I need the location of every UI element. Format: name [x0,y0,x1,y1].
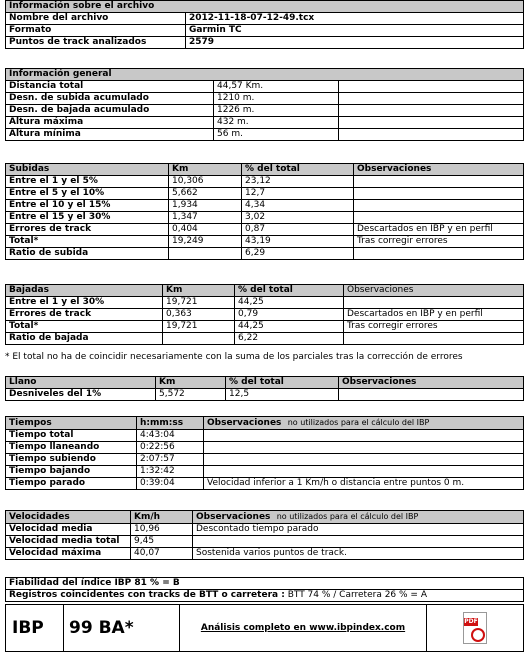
table-row: Altura mínima 56 m. [6,129,524,141]
table-row: Desn. de subida acumulado 1210 m. [6,93,524,105]
speeds-table: Velocidades Km/h Observaciones no utilizados para el cálculo del IBP Velocidad media 10,96 Descontado tiempo parado Velocidad media total 9,45 Velocidad máxima 40,07 Sostenida varios puntos de track. [5,510,524,560]
table-row: Velocidad media 10,96 Descontado tiempo parado [6,524,524,536]
table-row: Tiempo subiendo 2:07:57 [6,454,524,466]
flat-table: Llano Km % del total Observaciones Desniveles del 1% 5,572 12,5 [5,376,524,401]
times-table: Tiempos h:mm:ss Observaciones no utilizados para el cálculo del IBP Tiempo total 4:43:04 Tiempo llaneando 0:22:56 Tiempo subiendo 2:07:57 Tiempo bajando 1:32:42 Tiempo parado 0:39:04 Velocidad inferior a 1 Km/h o distancia entre puntos 0 m. [5,416,524,490]
table-row: Tiempo parado 0:39:04 Velocidad inferior a 1 Km/h o distancia entre puntos 0 m. [6,478,524,490]
reliability-table: Fiabilidad del índice IBP 81 % = B Registros coincidentes con tracks de BTT o carretera : BTT 74 % / Carretera 26 % = A [5,577,524,602]
table-row: Ratio de bajada 6,22 [6,333,524,345]
ibp-label: IBP [6,605,64,652]
ibp-value: 99 BA* [64,605,180,652]
table-row: Desniveles del 1% 5,572 12,5 [6,389,524,401]
reliability-index: Fiabilidad del índice IBP 81 % = B [6,578,524,590]
table-row: Errores de track 0,404 0,87 Descartados en IBP y en perfil [6,224,524,236]
table-row: Altura máxima 432 m. [6,117,524,129]
table-row: Nombre del archivo 2012-11-18-07-12-49.tcx [6,13,524,25]
table-row: Total* 19,721 44,25 Tras corregir errores [6,321,524,333]
table-row: Entre el 5 y el 10% 5,662 12,7 [6,188,524,200]
table-row: Distancia total 44,57 Km. [6,81,524,93]
table-row: Entre el 10 y el 15% 1,934 4,34 [6,200,524,212]
table-row: Puntos de track analizados 2579 [6,37,524,49]
table-row: Errores de track 0,363 0,79 Descartados en IBP y en perfil [6,309,524,321]
table-row: Tiempo total 4:43:04 [6,430,524,442]
general-info-header: Información general [6,69,524,81]
file-info-header: Información sobre el archivo [6,1,524,13]
table-row: Formato Garmin TC [6,25,524,37]
file-info-table [5,0,524,49]
table-row: Tiempo bajando 1:32:42 [6,466,524,478]
ibp-table [5,604,524,652]
table-row: Entre el 15 y el 30% 1,347 3,02 [6,212,524,224]
ibp-link[interactable]: Análisis completo en www.ibpindex.com [180,605,427,652]
table-row: Velocidad media total 9,45 [6,536,524,548]
totals-footnote: * El total no ha de coincidir necesariamente con la suma de los parciales tras la corrección de errores [5,352,463,362]
table-row: Desn. de bajada acumulado 1226 m. [6,105,524,117]
table-row: Entre el 1 y el 5% 10,306 23,12 [6,176,524,188]
pdf-file-icon[interactable]: PDF [463,612,487,644]
table-row: Entre el 1 y el 30% 19,721 44,25 [6,297,524,309]
table-row: Velocidad máxima 40,07 Sostenida varios puntos de track. [6,548,524,560]
general-info-table [5,68,524,141]
table-row: Tiempo llaneando 0:22:56 [6,442,524,454]
table-row: Total* 19,249 43,19 Tras corregir errores [6,236,524,248]
descents-table: Bajadas Km % del total Observaciones Entre el 1 y el 30% 19,721 44,25 Errores de track 0,363 0,79 Descartados en IBP y en perfil Total* 19,721 44,25 Tras corregir errores Ratio de bajada 6,22 [5,284,524,345]
table-row: Ratio de subida 6,29 [6,248,524,260]
climbs-table: Subidas Km % del total Observaciones Entre el 1 y el 5% 10,306 23,12 Entre el 5 y el 10% 5,662 12,7 Entre el 10 y el 15% 1,934 4,34 Entre el 15 y el 30% 1,347 3,02 Errores de track 0,404 0,87 Descartados en IBP y en perfil Total* 19,249 43,19 Tras corregir errores Ratio de subida 6,29 [5,163,524,260]
